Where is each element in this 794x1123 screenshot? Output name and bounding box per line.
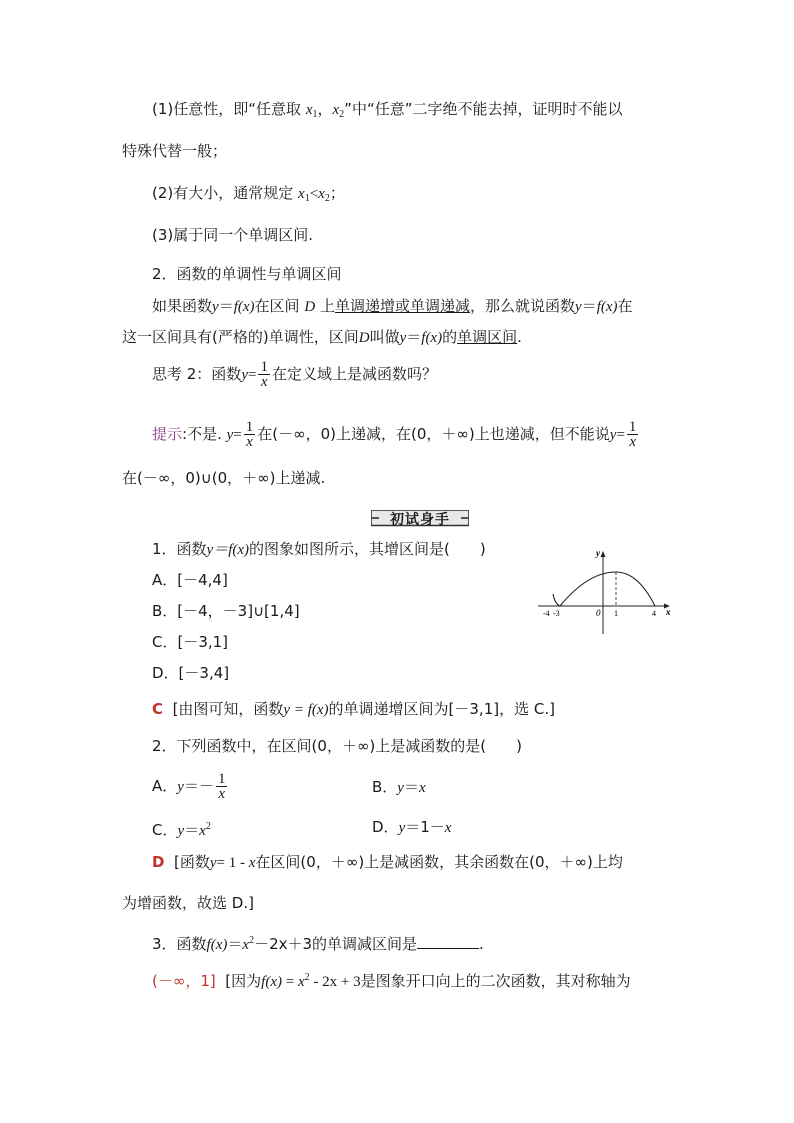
answer-2-cont: 为增函数，故选 D.] (122, 894, 254, 912)
q2-option-c: C．$y=x^2$ (152, 821, 211, 839)
para-1-cont: 特殊代替一般； (122, 142, 228, 160)
fraction: $\frac{1}{x}$ (245, 419, 254, 450)
question-3: 3．函数$f(x)=x^2-2x+3$的单调减区间是 . (152, 935, 484, 953)
underlined-term-interval: 单调区间 (457, 328, 518, 346)
q2-option-a: A．y＝－ $\frac{1}{x}$ (152, 771, 226, 802)
para-3: (3)属于同一个单调区间. (152, 226, 314, 244)
question-2: 2．下列函数中，在区间(0，＋∞)上是减函数的是( ) (152, 737, 522, 755)
tick-1: 1 (614, 609, 618, 618)
hint: 提示:不是. y= $\frac{1}{x}$ 在(－∞，0)上递减，在(0，＋∞)上也递减，但不能说y= $\frac{1}{x}$ (152, 419, 637, 450)
y-axis-label: y (596, 548, 600, 558)
function-graph (530, 546, 680, 638)
banner-label: 初试身手 (390, 512, 450, 528)
q1-option-c: C．[－3,1] (152, 633, 229, 651)
definition-line-1: 如果函数y＝f(x)在区间 D 上单调递增或单调递减，那么就说函数y＝f(x)在 (152, 297, 633, 315)
hint-label: 提示 (152, 425, 183, 443)
q1-option-a: A．[－4,4] (152, 571, 228, 589)
curve (553, 572, 655, 606)
tick-4: 4 (652, 609, 656, 618)
section-2-title: 2．函数的单调性与单调区间 (152, 265, 342, 283)
origin-label: 0 (596, 608, 601, 618)
tick-neg4: -4 (543, 609, 550, 618)
x-axis-label: x (666, 607, 671, 617)
para-2: (2)有大小，通常规定 $x_1<x_2$； (152, 184, 345, 204)
underlined-term-monotonic: 单调递增或单调递减 (334, 297, 470, 315)
answer-1: C [由图可知，函数y = f(x)的单调递增区间为[－3,1]，选 C.] (152, 700, 555, 718)
fraction: $\frac{1}{x}$ (260, 359, 268, 390)
q1-option-b: B．[－4，－3]∪[1,4] (152, 602, 300, 620)
question-1: 1．函数y＝f(x)的图象如图所示，其增区间是( ) (152, 540, 486, 558)
fraction: $\frac{1}{x}$ (217, 771, 226, 802)
q2-option-b: B．y＝x (372, 778, 426, 796)
y-axis-arrow (601, 551, 606, 557)
answer-2: D [函数y= 1 - x在区间(0，＋∞)上是减函数，其余函数在(0，＋∞)上均 (152, 853, 623, 871)
tick-neg3: -3 (553, 609, 560, 618)
answer-letter: D (152, 853, 165, 871)
answer-blank[interactable] (417, 934, 479, 949)
fraction: $\frac{1}{x}$ (628, 419, 637, 450)
answer-letter: C (152, 700, 164, 718)
hint-cont: 在(－∞，0)∪(0，＋∞)上递减. (122, 469, 326, 487)
para-1: (1)任意性，即“任意取 $x_1$，$x_2$”中“任意”二字绝不能去掉，证明时不能以 (152, 100, 623, 120)
q1-option-d: D．[－3,4] (152, 664, 230, 682)
think-2: 思考 2：函数y= $\frac{1}{x}$ 在定义域上是减函数吗？ (152, 359, 437, 390)
q2-option-d: D．y＝1－x (372, 818, 452, 836)
definition-line-2: 这一区间具有(严格的)单调性，区间D叫做y＝f(x)的单调区间. (122, 328, 522, 346)
answer-3: (－∞，1] [因为$f(x) = x^2 - 2x + 3$是图象开口向上的二次函数，其对称轴为 (152, 972, 631, 990)
section-banner (371, 508, 469, 528)
answer-interval: (－∞，1] (152, 972, 216, 990)
